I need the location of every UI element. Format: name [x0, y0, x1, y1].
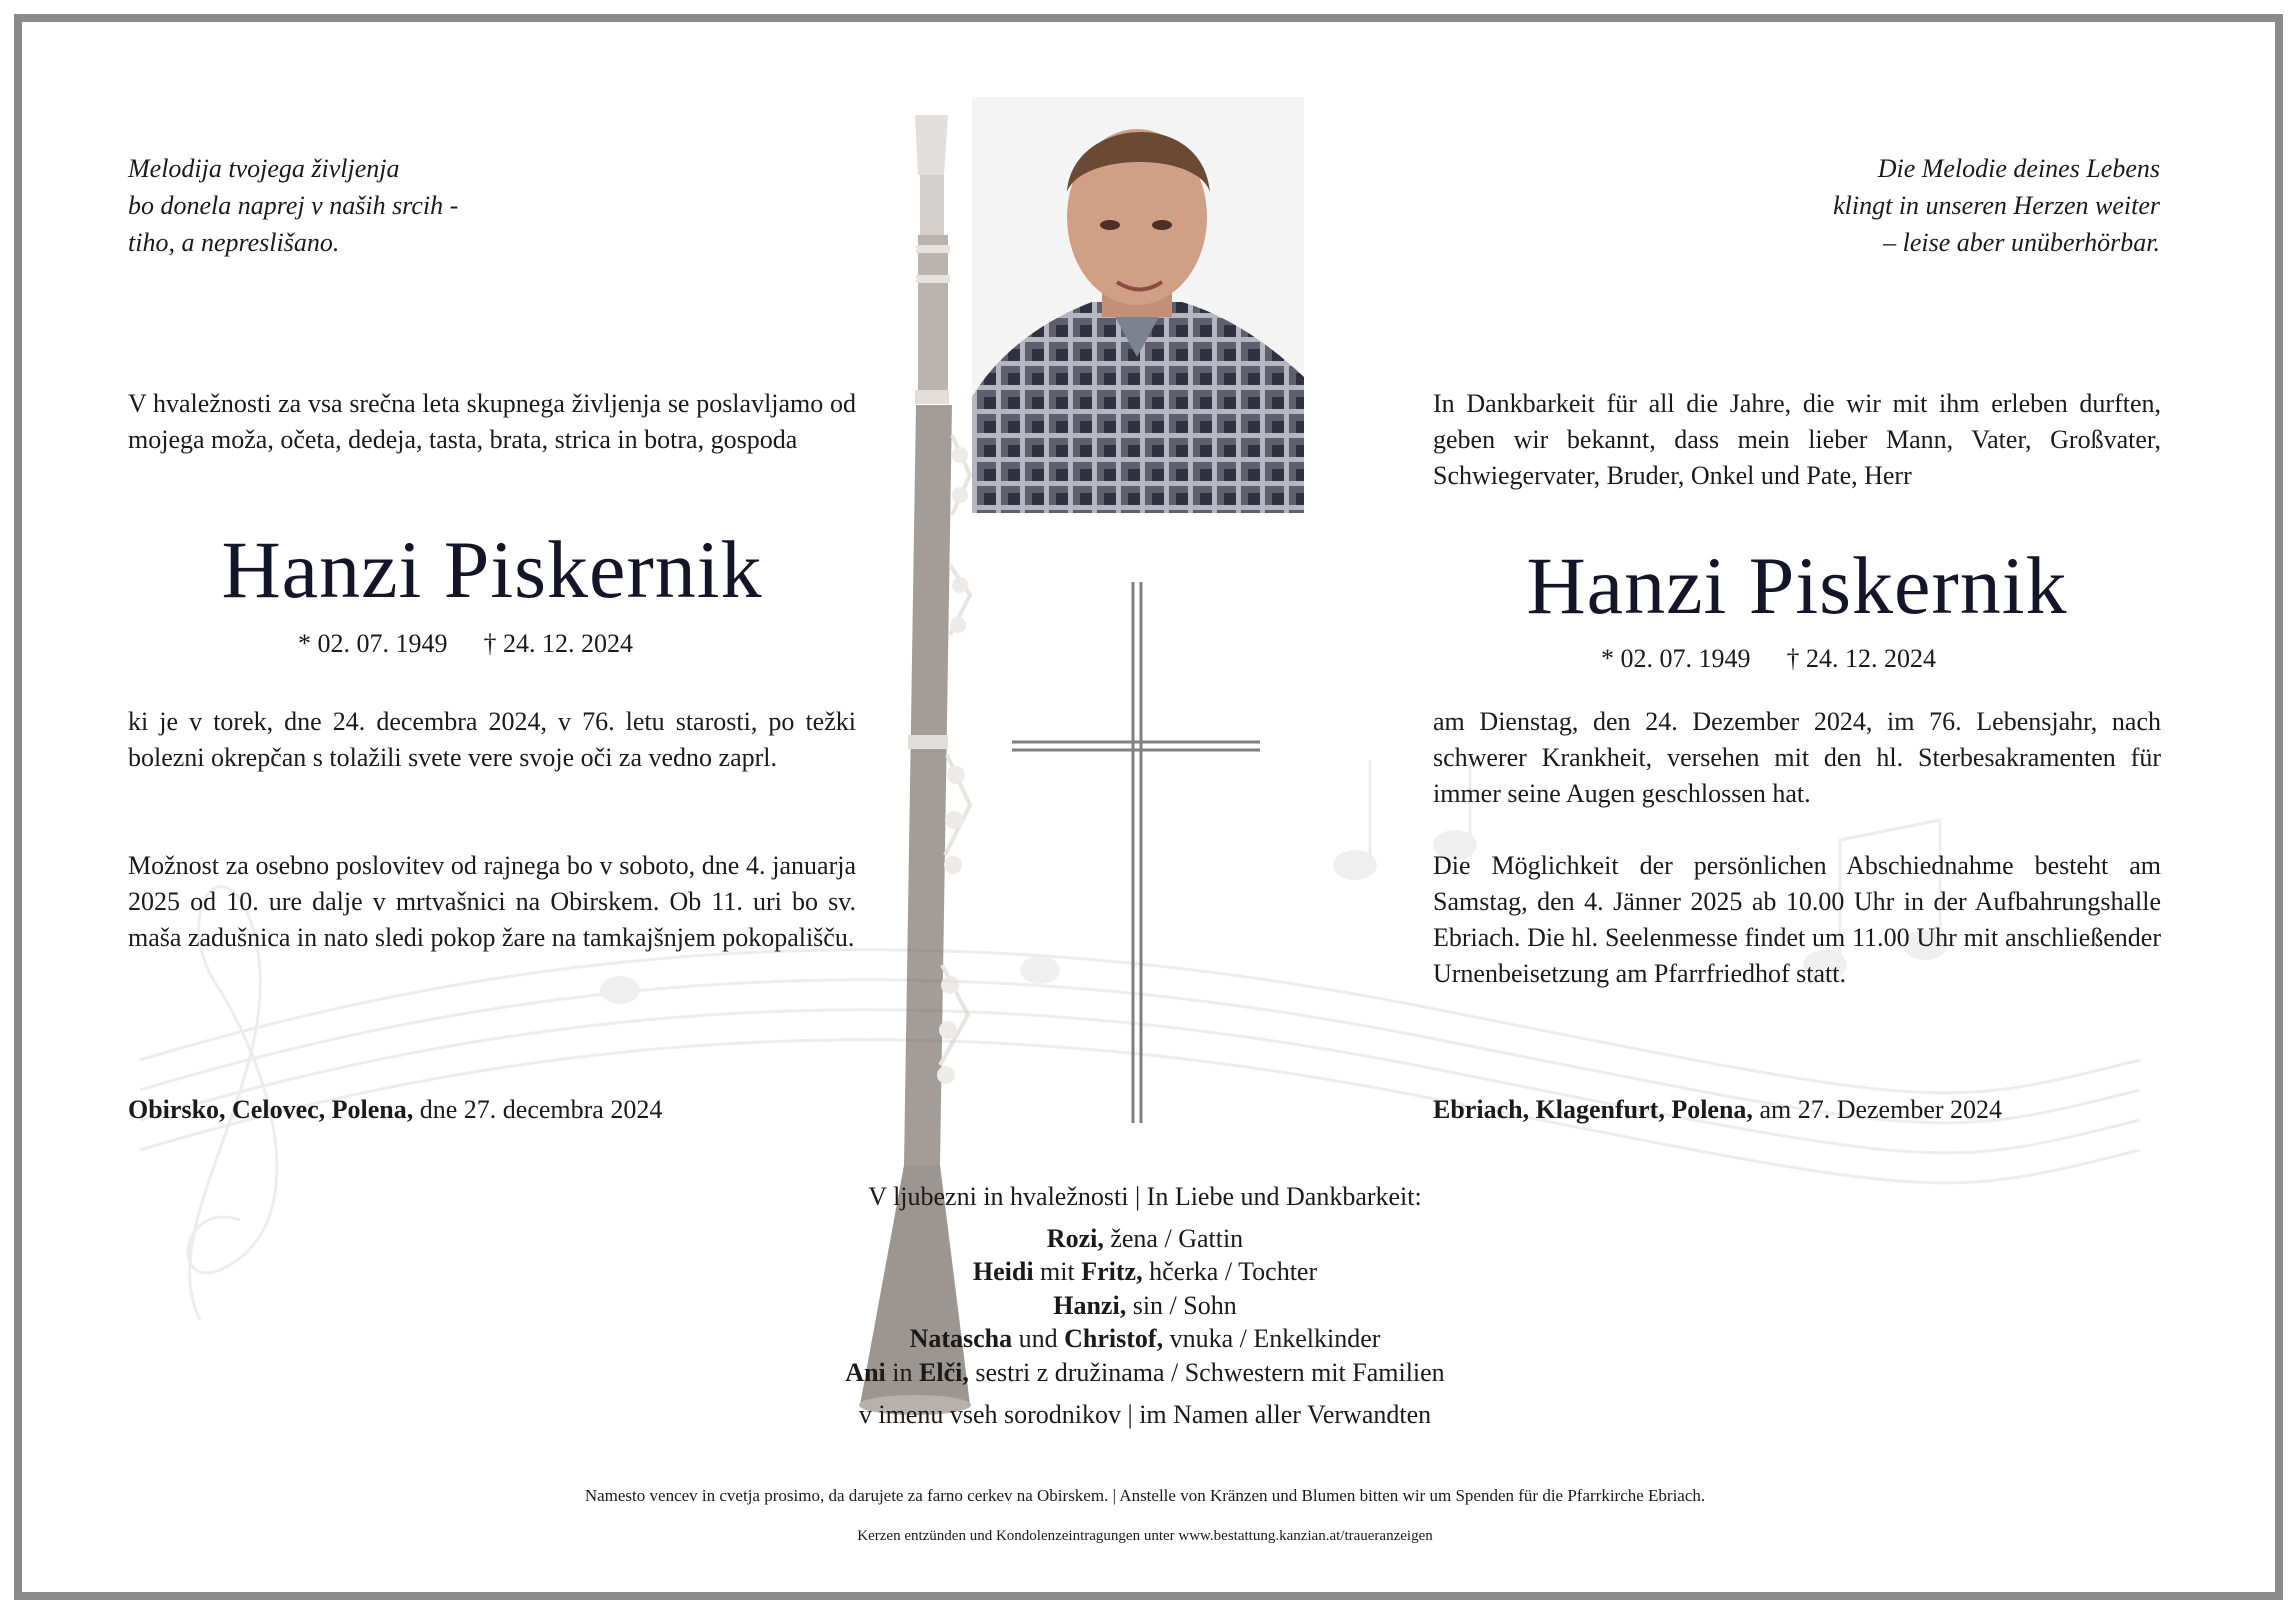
- right-quote-line: – leise aber unüberhörbar.: [1883, 228, 2160, 257]
- left-farewell-text: Možnost za osebno poslovitev od rajnega bo v soboto, dne 4. januarja 2025 od 10. ure dalje v mrtvašnici na Obirskem. Ob 11. uri bo sv. maša zadušnica in nato sledi pokop žare na tamkajšnjem pokopališču.: [128, 851, 856, 952]
- left-intro-text: V hvaležnosti za vsa srečna leta skupnega življenja se poslavljamo od mojega moža, očeta, dedeja, tasta, brata, strica in botra, gospoda: [128, 389, 856, 454]
- mourners-heading: V ljubezni in hvaležnosti | In Liebe und Dankbarkeit:: [868, 1182, 1422, 1211]
- right-death-text: am Dienstag, den 24. Dezember 2024, im 76. Lebensjahr, nach schwerer Krankheit, versehen mit den hl. Sterbesakramenten für immer seine Augen geschlossen hat.: [1433, 707, 2161, 808]
- donation-note: Namesto vencev in cvetja prosimo, da darujete za farno cerkev na Obirskem. | Anstelle von Kränzen und Blumen bitten wir um Spenden für die Pfarrkirche Ebriach.: [584, 1486, 1706, 1505]
- mourners-list: [645, 1180, 1645, 1432]
- right-intro-text: In Dankbarkeit für all die Jahre, die wir mit ihm erleben durften, geben wir bekannt, dass mein lieber Mann, Vater, Großvater, Schwiegervater, Bruder, Onkel und Pate, Herr: [1433, 389, 2161, 490]
- left-deceased-name: Hanzi Piskernik: [221, 524, 763, 615]
- right-life-dates: [1601, 643, 1936, 675]
- right-quote-line: klingt in unseren Herzen weiter: [1833, 191, 2160, 220]
- right-place-date: [1433, 1093, 2002, 1127]
- right-birth-date: * 02. 07. 1949: [1601, 644, 1751, 673]
- left-death-date: † 24. 12. 2024: [483, 629, 633, 658]
- left-date: dne 27. decembra 2024: [413, 1095, 663, 1124]
- right-date: am 27. Dezember 2024: [1752, 1095, 2003, 1124]
- right-deceased-name: Hanzi Piskernik: [1526, 540, 2068, 631]
- left-quote-line: tiho, a nepreslišano.: [128, 228, 340, 257]
- left-quote: [128, 150, 648, 261]
- left-quote-line: Melodija tvojega življenja: [128, 154, 400, 183]
- mourner-line: Ani in Elči, sestri z družinama / Schwestern mit Familien: [845, 1357, 1445, 1387]
- right-quote: [1600, 150, 2160, 261]
- right-quote-line: Die Melodie deines Lebens: [1877, 154, 2160, 183]
- mourner-line: Rozi, žena / Gattin: [1046, 1223, 1244, 1253]
- left-place-names: Obirsko, Celovec, Polena,: [128, 1095, 414, 1124]
- mourner-line: Hanzi, sin / Sohn: [1053, 1290, 1237, 1320]
- mourner-line: Natascha und Christof, vnuka / Enkelkinder: [909, 1324, 1381, 1353]
- deceased-portrait-photo: [972, 97, 1304, 513]
- right-place-names: Ebriach, Klagenfurt, Polena,: [1433, 1095, 1753, 1124]
- mourners-closing: v imenu vseh sorodnikov | im Namen aller Verwandten: [858, 1400, 1432, 1429]
- left-place-date: [128, 1093, 662, 1127]
- left-life-dates: [298, 628, 633, 660]
- left-death-text: ki je v torek, dne 24. decembra 2024, v 76. letu starosti, po težki bolezni okrepčan s tolažili svete vere svoje oči za vedno zaprl.: [128, 707, 856, 772]
- mourner-line: Heidi mit Fritz, hčerka / Tochter: [972, 1257, 1318, 1286]
- cross-icon: [1010, 580, 1262, 1125]
- left-quote-line: bo donela naprej v naših srcih -: [128, 191, 459, 220]
- right-death-date: † 24. 12. 2024: [1786, 644, 1936, 673]
- online-condolence-note: Kerzen entzünden und Kondolenzeintragungen unter www.bestattung.kanzian.at/traueranzeigen: [857, 1528, 1433, 1544]
- left-birth-date: * 02. 07. 1949: [298, 629, 448, 658]
- right-farewell-text: Die Möglichkeit der persönlichen Abschiednahme besteht am Samstag, den 4. Jänner 2025 ab 10.00 Uhr in der Aufbahrungshalle Ebriach. Die hl. Seelenmesse findet um 11.00 Uhr mit anschließender Urnenbeisetzung am Pfarrfriedhof statt.: [1433, 851, 2161, 988]
